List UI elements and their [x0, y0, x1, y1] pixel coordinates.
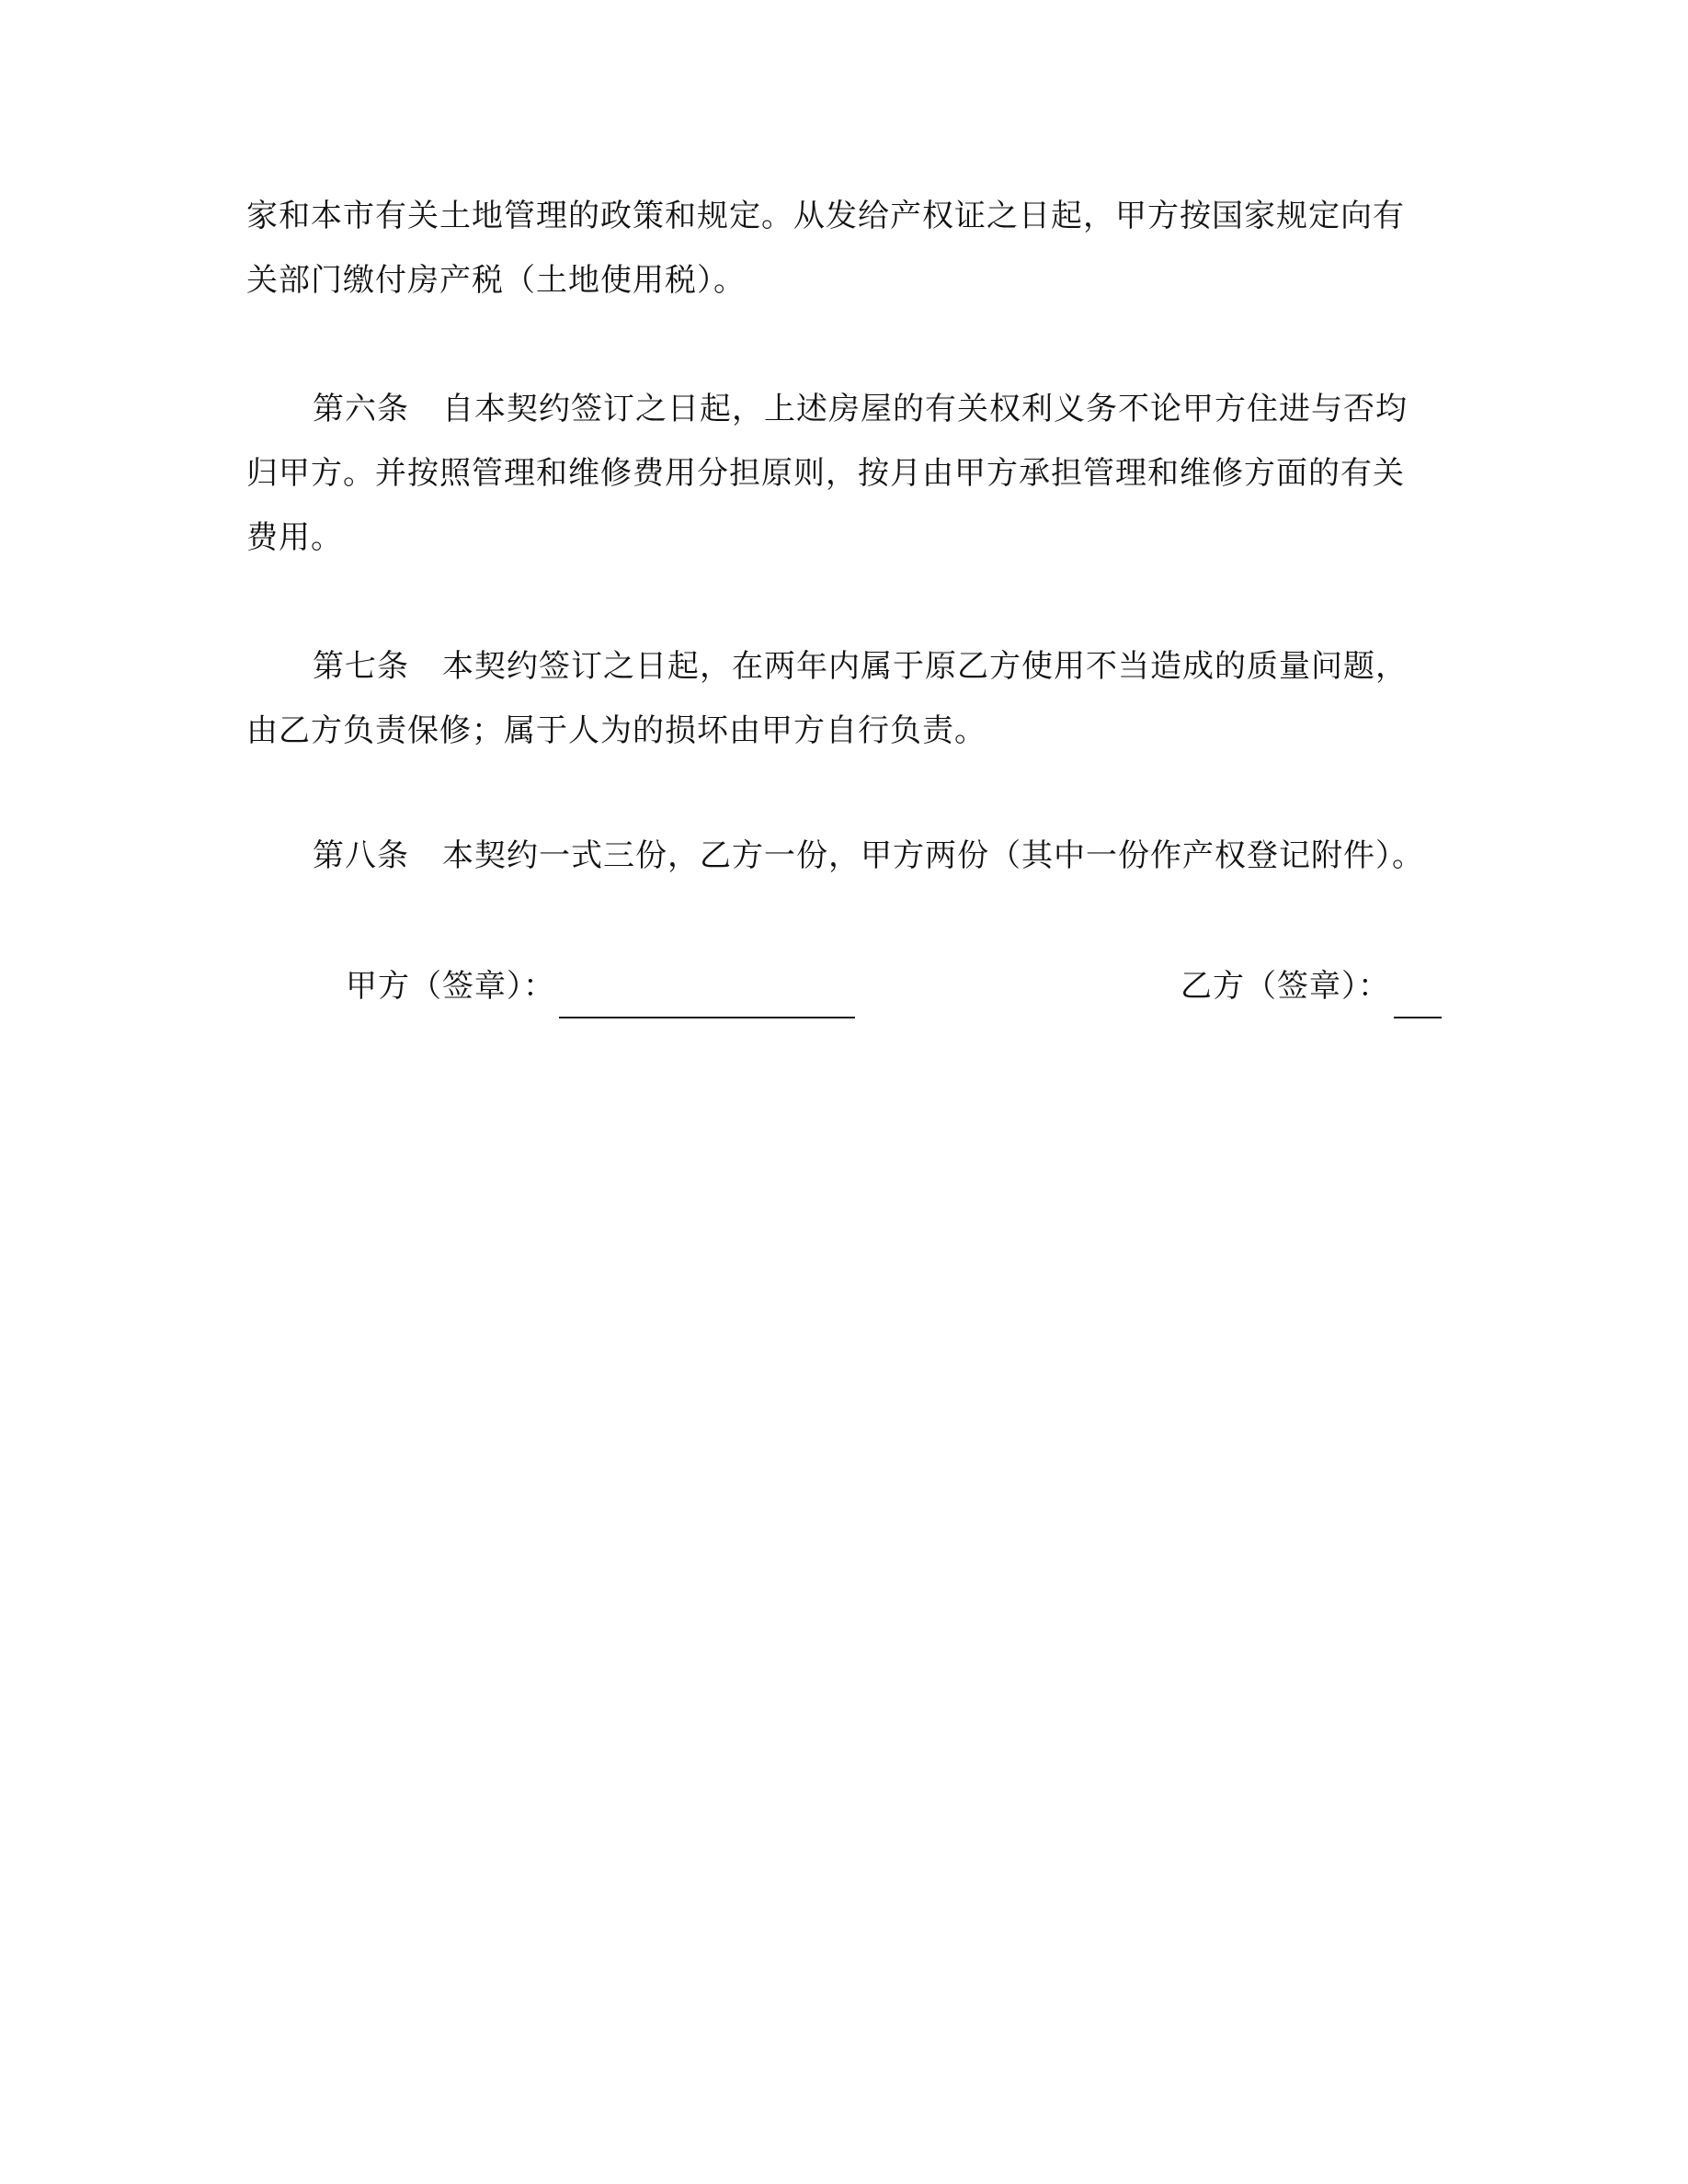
article-7-text-1: 本契约签订之日起，在两年内属于原乙方使用不当造成的质量问题，: [442, 648, 1408, 685]
article-7-label: 第七条: [313, 648, 409, 685]
party-a-signature-line: [559, 976, 855, 1018]
article-8-paragraph: [246, 824, 1442, 888]
intro-line-2: 关部门缴付房产税（土地使用税）。: [246, 262, 746, 299]
article-6-line-2: 归甲方。并按照管理和维修费用分担原则，按月由甲方承担管理和维修方面的有关: [246, 455, 1405, 492]
party-b-label: 乙方（签章）：: [1180, 968, 1390, 1005]
party-b-signature: [1180, 954, 1442, 1018]
article-8-text-1: 本契约一式三份，乙方一份，甲方两份（其中一份作产权登记附件）。: [442, 837, 1424, 874]
article-8-line-1: [246, 824, 1442, 888]
article-7-paragraph: [246, 634, 1442, 763]
article-7-line-2: 由乙方负责保修；属于人为的损坏由甲方自行负责。: [246, 712, 987, 749]
article-6-line-1: [246, 377, 1442, 441]
party-b-signature-line: [1394, 976, 1442, 1018]
signature-row: [246, 954, 1442, 1018]
article-6-label: 第六条: [313, 391, 409, 427]
party-a-signature: [346, 954, 855, 1018]
intro-paragraph: [246, 184, 1442, 313]
intro-line-1: 家和本市有关土地管理的政策和规定。从发给产权证之日起，甲方按国家规定向有: [246, 198, 1405, 234]
article-6-text-1: 自本契约签订之日起，上述房屋的有关权利义务不论甲方住进与否均: [442, 391, 1408, 427]
article-6-paragraph: [246, 377, 1442, 570]
article-7-line-1: [246, 634, 1442, 699]
article-8-label: 第八条: [313, 837, 409, 874]
party-a-label: 甲方（签章）：: [346, 968, 555, 1005]
article-6-line-3: 费用。: [246, 519, 343, 556]
